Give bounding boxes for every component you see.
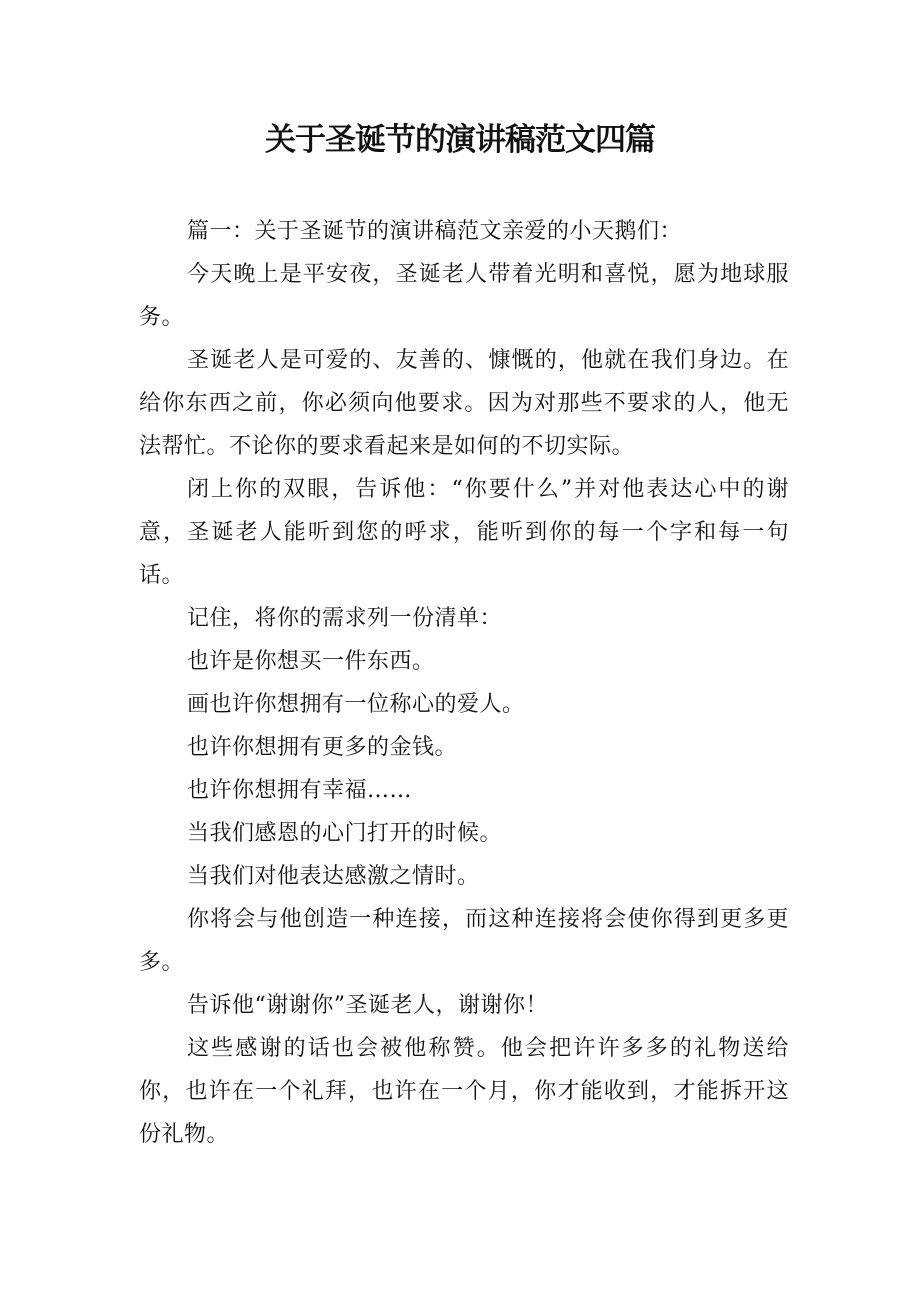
paragraph: 画也许你想拥有一位称心的爱人。 <box>187 692 525 717</box>
paragraph: 今天晚上是平安夜，圣诞老人带着光明和喜悦，愿为地球服务。 <box>139 262 789 330</box>
paragraph: 记住，将你的需求列一份清单： <box>187 606 503 631</box>
paragraph: 当我们感恩的心门打开的时候。 <box>187 821 503 846</box>
paragraph: 也许你想拥有幸福…… <box>187 778 413 803</box>
document-body <box>139 210 789 1156</box>
paragraph: 也许你想拥有更多的金钱。 <box>187 735 458 760</box>
document-title: 关于圣诞节的演讲稿范文四篇 <box>265 122 655 158</box>
paragraph: 闭上你的双眼，告诉他：“你要什么”并对他表达心中的谢意，圣诞老人能听到您的呼求，能听到你的每一个字和每一句话。 <box>139 477 789 588</box>
paragraph: 当我们对他表达感激之情时。 <box>187 864 480 889</box>
paragraph: 这些感谢的话也会被他称赞。他会把许许多多的礼物送给你，也许在一个礼拜，也许在一个月，你才能收到，才能拆开这份礼物。 <box>139 1036 789 1147</box>
paragraph: 篇一：关于圣诞节的演讲稿范文亲爱的小天鹅们： <box>187 219 683 244</box>
paragraph: 告诉他“谢谢你”圣诞老人，谢谢你！ <box>187 993 548 1018</box>
paragraph: 你将会与他创造一种连接，而这种连接将会使你得到更多更多。 <box>139 907 789 975</box>
paragraph: 也许是你想买一件东西。 <box>187 649 435 674</box>
paragraph: 圣诞老人是可爱的、友善的、慷慨的，他就在我们身边。在给你东西之前，你必须向他要求。因为对那些不要求的人，他无法帮忙。不论你的要求看起来是如何的不切实际。 <box>139 348 789 459</box>
